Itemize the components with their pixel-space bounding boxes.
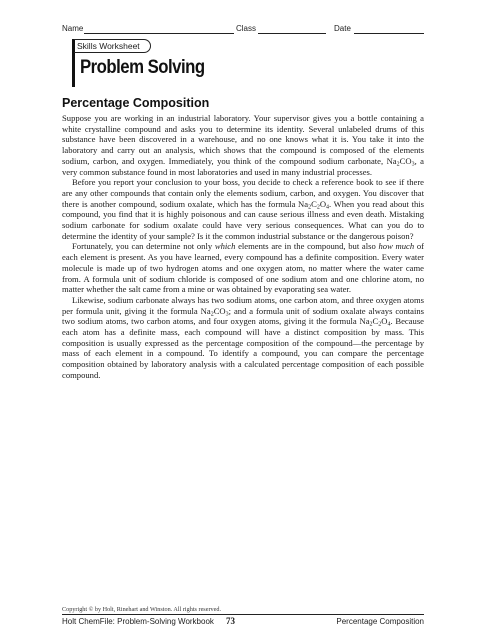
section-heading: Percentage Composition: [62, 96, 210, 110]
name-line: [84, 33, 234, 34]
copyright-notice: Copyright © by Holt, Rinehart and Winston. All rights reserved.: [62, 606, 222, 613]
emphasis-text: which: [214, 241, 236, 252]
worksheet-tag: Skills Worksheet: [74, 39, 151, 53]
formula-subscript: 2: [308, 204, 312, 211]
name-label: Name: [62, 24, 84, 33]
formula-subscript: 4: [387, 321, 391, 328]
page-number: 73: [226, 616, 235, 626]
footer-rule: [62, 614, 424, 615]
paragraph: Suppose you are working in an industrial laboratory. Your supervisor gives you a bottle containing a white crystalline compound and asks you to determine its identity. Several unlabeled drums of this substance have been discovered in a warehouse, and no one knows what it is. You take it into the laboratory and carry out an analysis, which shows that the compound is composed of the elements sodium, carbon, and oxygen. Immediately, you think of the compound sodium carbonate, $Na_2CO_3$, a very common substance found in most laboratories and used in many industrial processes.: [62, 113, 424, 177]
class-label: Class: [236, 24, 257, 33]
page-title: Problem Solving: [80, 56, 205, 78]
footer-topic: Percentage Composition: [336, 617, 424, 626]
formula-subscript: 3: [411, 161, 415, 168]
footer-book-title: Holt ChemFile: Problem-Solving Workbook: [62, 617, 214, 626]
body-text: [62, 113, 424, 381]
paragraph: Fortunately, you can determine not only which elements are in the compound, but also how much of each element is present. As you have learned, every compound has a definite composition. Every water molecule is made up of two hydrogen atoms and one oxygen atom, no matter where the water came from. A formula unit of sodium chloride is composed of one sodium atom and one chlorine atom, no matter whether the salt came from a mine or was obtained by evaporating sea water.: [62, 241, 425, 295]
formula-subscript: 2: [378, 321, 382, 328]
emphasis-text: how much: [378, 241, 415, 252]
formula-subscript: 2: [210, 311, 214, 318]
paragraph: Before you report your conclusion to your boss, you decide to check a reference book to see if there are any other compounds that contain only the elements sodium, carbon, and oxygen. You discover that there is another compound, sodium oxalate, which has the formula $Na_2C_2O_4$. When you read about this compound, you find that it is highly poisonous and can cause serious illness and even death. Mistaking sodium carbonate for sodium oxalate could have very serious consequences. What can you do to determine the identity of your sample? Is it the common industrial substance or the dangerous poison?: [62, 177, 424, 241]
formula-subscript: 4: [326, 204, 330, 211]
formula-subscript: 2: [316, 204, 320, 211]
formula-subscript: 2: [396, 161, 400, 168]
formula-subscript: 2: [369, 321, 373, 328]
date-label: Date: [334, 24, 351, 33]
class-line: [258, 33, 326, 34]
date-line: [354, 33, 424, 34]
formula-subscript: 3: [225, 311, 229, 318]
paragraph: Likewise, sodium carbonate always has two sodium atoms, one carbon atom, and three oxygen atoms per formula unit, giving it the formula $Na_2CO_3$; and a formula unit of sodium oxalate always contains two sodium atoms, two carbon atoms, and four oxygen atoms, giving it the formula $Na_2C_2O_4$. Because each atom has a definite mass, each compound will have a distinct composition by mass. This composition is usually expressed as the percentage composition of the compound—the percentage by mass of each element in a compound. To identify a compound, you can compare the percentage composition obtained by laboratory analysis with a calculated percentage composition of each possible compound.: [62, 294, 424, 380]
